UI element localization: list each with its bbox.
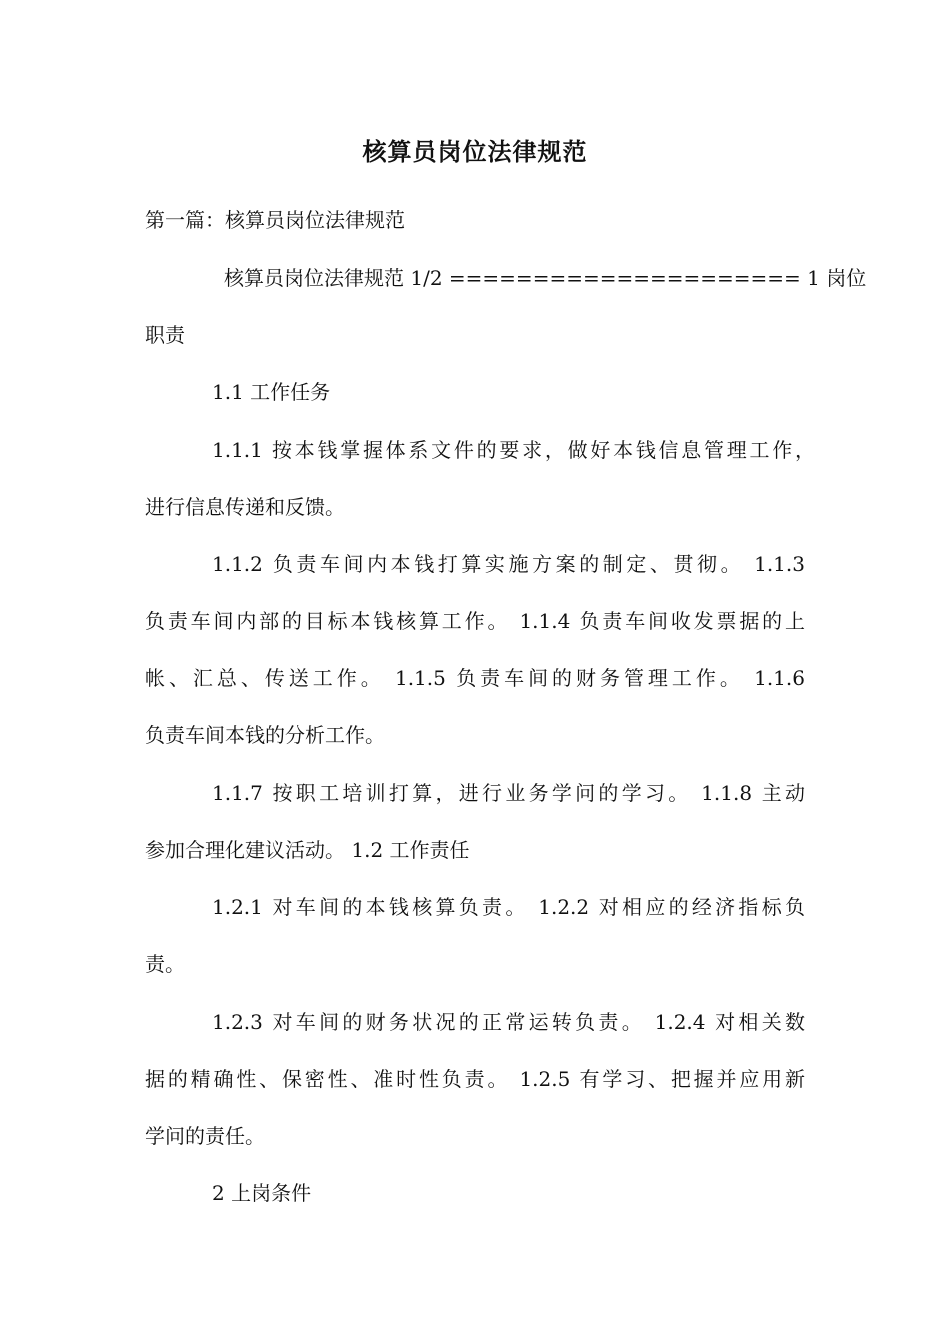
paragraph-line: 核算员岗位法律规范 1/2 ===================== 1 岗位 <box>224 266 867 290</box>
paragraph-line: 1.1.7 按职工培训打算，进行业务学问的学习。 1.1.8 主动 <box>212 781 805 805</box>
section-heading: 第一篇：核算员岗位法律规范 <box>145 208 405 232</box>
paragraph-line: 1.1.2 负责车间内本钱打算实施方案的制定、贯彻。 1.1.3 <box>212 552 805 576</box>
document-title: 核算员岗位法律规范 <box>362 137 588 166</box>
paragraph-line: 1.2.3 对车间的财务状况的正常运转负责。 1.2.4 对相关数 <box>212 1010 805 1034</box>
paragraph-line: 1.1.1 按本钱掌握体系文件的要求，做好本钱信息管理工作， <box>212 438 815 462</box>
paragraph-line: 据的精确性、保密性、准时性负责。 1.2.5 有学习、把握并应用新 <box>145 1067 805 1091</box>
paragraph-line: 参加合理化建议活动。 1.2 工作责任 <box>145 838 470 862</box>
paragraph-line: 负责车间内部的目标本钱核算工作。 1.1.4 负责车间收发票据的上 <box>145 609 805 633</box>
section-heading: 2 上岗条件 <box>212 1181 312 1205</box>
paragraph-line: 学问的责任。 <box>145 1124 265 1148</box>
paragraph-line: 1.2.1 对车间的本钱核算负责。 1.2.2 对相应的经济指标负 <box>212 895 805 919</box>
paragraph-line: 责。 <box>145 952 185 976</box>
paragraph-line: 帐、汇总、传送工作。 1.1.5 负责车间的财务管理工作。 1.1.6 <box>145 666 805 690</box>
paragraph-line: 负责车间本钱的分析工作。 <box>145 723 385 747</box>
paragraph-line: 职责 <box>145 323 185 347</box>
subsection-heading: 1.1 工作任务 <box>212 380 331 404</box>
paragraph-line: 进行信息传递和反馈。 <box>145 495 345 519</box>
